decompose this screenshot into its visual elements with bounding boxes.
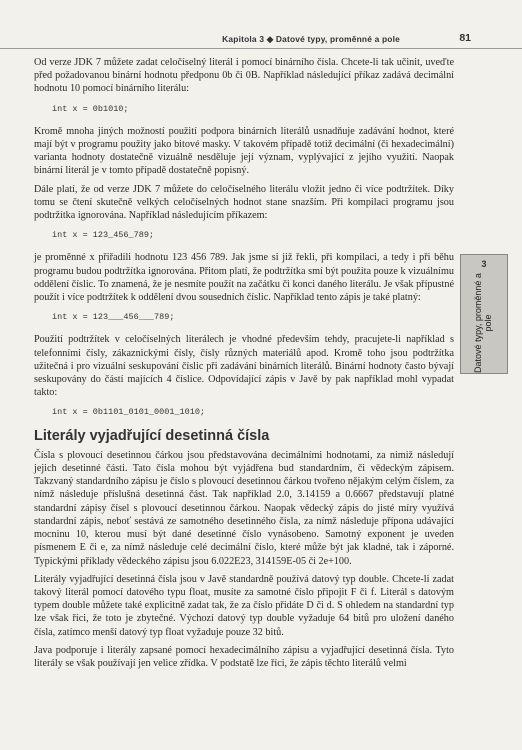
code-example: int x = 0b1101_0101_0001_1010; <box>52 407 206 418</box>
chapter-side-tab <box>460 254 508 374</box>
side-tab-number: 3 <box>481 259 487 269</box>
paragraph: Čísla s plovoucí desetinnou čárkou jsou představována decimálními hodnotami, za nimiž následují jejich desetinné části. Tato čísla mohou být vyjádřena bud standardním, či vědeckým zápisem. Takzvaný standardního zápisu je číslo s plovoucí desetinnou čárkou tvořeno nějakým celým číslem, za nímž následuje příslušná desetinná část. Tak například 2.0, 3.14159 a 0.6667 představují platné standardní zápisy čísel s plovoucí desetinnou čárkou. Naopak vědecký zápis do jisté míry využívá standardní zápis, neboť sestává ze samotného desetinného čísla, za nímž následuje přípona udávající mocninu 10, kterou musí být dané desetinné číslo vynásobeno. Samotný exponent je uveden písmenem E či e, za nímž následuje celé decimální číslo, které může být jak kladné, tak i záporné. Typickými příklady vědeckého zápisu jsou 6.022E23, 314159E-05 či 2e+100. <box>34 449 454 567</box>
code-example: int x = 123_456_789; <box>52 230 155 241</box>
paragraph: Literály vyjadřující desetinná čísla jsou v Javě standardně používá datový typ double. Chcete-li zadat takový literál pomocí datového typu float, musíte za samotné číslo připojit F či f. Literál s datovým typem double můžete také explicitně zadat tak, že za číslo přidáte D či d. S ohledem na standardní typ lze však říci, že toto je zbytečné. Výchozí datový typ double vyžaduje 64 bitů pro uložení daného čísla, zatímco menší datový typ float vyžaduje pouze 32 bitů. <box>34 573 454 638</box>
chapter-title: Kapitola 3 ◆ Datové typy, proměnné a pole <box>222 34 400 44</box>
page-body <box>34 56 454 675</box>
paragraph: Kromě mnoha jiných možností použití podpora binárních literálů usnadňuje zadávání hodnot, které mají být v programu použity jako bitové masky. V takovém případě totiž decimální (či hexadecimální) varianta hodnoty dostatečně vizuálně nesděluje její význam, vyplývající z jejího využití. Naopak binární literál je v tomto případě dostatečně popisný. <box>34 125 454 177</box>
side-tab-title: Datové typy, proměnné a pole <box>473 273 493 373</box>
code-example: int x = 0b1010; <box>52 103 129 114</box>
paragraph: je proměnné x přiřadili hodnotu 123 456 789. Jak jsme si již řekli, při kompilaci, a tedy i při běhu programu budou podtržítka ignorována. Přitom platí, že podtržítka smí být použita pouze k vizuálnímu oddělení číslic. To znamená, že je nesmíte použít na začátku či konci daného literálu. Je však přípustné použít i více podtržítek k oddělení dvou sousedních číslic. Například tento zápis je také platný: <box>34 252 454 304</box>
running-header <box>0 28 522 49</box>
paragraph: Od verze JDK 7 můžete zadat celočíselný literál i pomocí binárního čísla. Chcete-li tak učinit, uveďte před požadovanou binární hodnotu předponu 0b či 0B. Například následující příkaz zadává decimální hodnotu 10 pomocí binárního literálu: <box>34 57 454 95</box>
code-example: int x = 123___456___789; <box>52 312 175 323</box>
section-heading: Literály vyjadřující desetinná čísla <box>34 427 270 444</box>
page-number: 81 <box>459 32 471 44</box>
paragraph: Java podporuje i literály zapsané pomocí hexadecimálního zápisu a vyjadřující desetinná čísla. Tyto literály se však používají jen velice zřídka. V podstatě lze říci, že zápis těchto literálů velmi <box>34 644 454 669</box>
paragraph: Dále platí, že od verze JDK 7 můžete do celočíselného literálu vložit jedno či více podtržítek. Díky tomu se čtení skutečně velkých celočíselných hodnot stane snazším. Při kompilaci programu jsou podtržítka ignorována. Například následujícím příkazem: <box>34 183 454 222</box>
paragraph: Použití podtržítek v celočíselných literálech je vhodné především tehdy, pracujete-li například s telefonními čísly, zákaznickými čísly, čísly různých materiálů apod. Kromě toho jsou podtržítka užitečná i pro vizuální seskupování číslic při zadávání binárních literálů. Binární hodnoty často bývají seskupovány do částí majících 4 číslice. Odpovídající zápis v Javě by pak například mohl vypadat takto: <box>34 334 454 399</box>
